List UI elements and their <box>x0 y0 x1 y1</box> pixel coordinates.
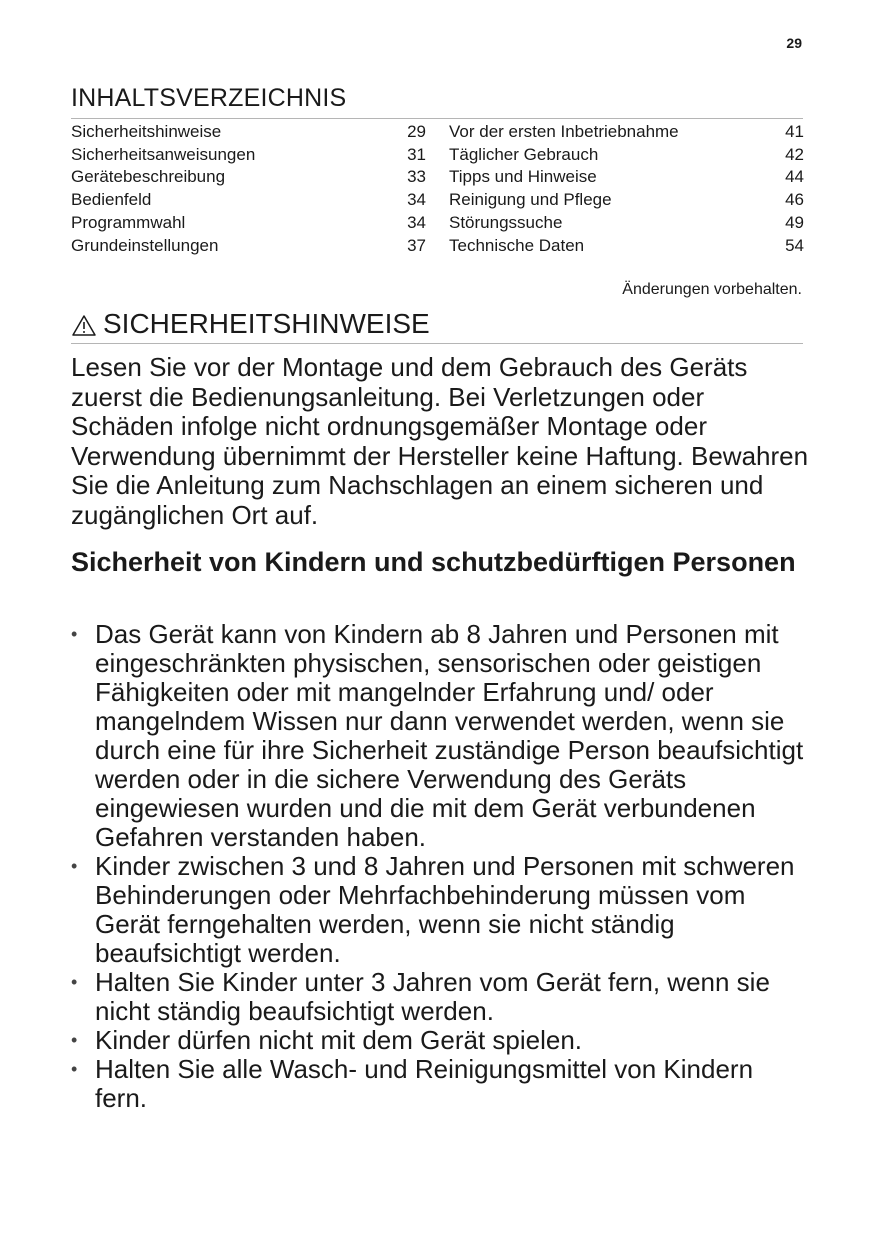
toc-entry[interactable] <box>449 235 804 258</box>
toc-entry-page: 44 <box>785 167 804 187</box>
toc-entry-label: Programmwahl <box>71 212 186 232</box>
list-item-text: Kinder zwischen 3 und 8 Jahren und Personen mit schweren Behinderungen oder Mehrfachbehinderung müssen vom Gerät ferngehalten werden, wenn sie nicht ständig beaufsichtigt werden. <box>95 851 795 968</box>
toc-column-left <box>71 121 426 257</box>
list-item-text: Halten Sie alle Wasch- und Reinigungsmittel von Kindern fern. <box>95 1054 754 1113</box>
toc-entry-page: 34 <box>407 190 426 210</box>
toc-entry[interactable] <box>71 144 426 167</box>
bullet-marker: • <box>71 1030 78 1050</box>
toc-entry-page: 33 <box>407 167 426 187</box>
bullet-list <box>71 620 811 1113</box>
toc-entry[interactable] <box>71 189 426 212</box>
toc-entry[interactable] <box>71 212 426 235</box>
toc-entry[interactable] <box>449 121 804 144</box>
toc-entry[interactable] <box>449 166 804 189</box>
toc-entry-page: 42 <box>785 144 804 164</box>
section-divider <box>71 343 803 344</box>
toc-entry-label: Störungssuche <box>449 212 563 232</box>
toc-column-right <box>449 121 804 257</box>
bullet-marker: • <box>71 972 78 992</box>
toc-entry[interactable] <box>71 166 426 189</box>
toc-entry[interactable] <box>71 121 426 144</box>
toc-entry-page: 37 <box>407 235 426 255</box>
toc-entry-page: 29 <box>407 122 426 141</box>
toc-entry-page: 49 <box>785 212 804 232</box>
toc-title: INHALTSVERZEICHNIS <box>71 84 347 112</box>
toc-entry[interactable] <box>449 144 804 167</box>
list-item <box>71 968 811 1026</box>
toc-entry-label: Bedienfeld <box>71 190 152 210</box>
toc-entry-label: Täglicher Gebrauch <box>449 144 599 164</box>
list-item-text: Kinder dürfen nicht mit dem Gerät spielen. <box>95 1025 583 1055</box>
toc-entry-page: 54 <box>785 235 804 255</box>
toc-divider <box>71 118 803 119</box>
toc-entry-page: 31 <box>407 144 426 164</box>
section-title: SICHERHEITSHINWEISE <box>103 308 430 339</box>
list-item <box>71 1055 811 1113</box>
toc-entry-label: Gerätebeschreibung <box>71 167 226 187</box>
toc-entry-page: 41 <box>785 122 804 141</box>
changes-note: Änderungen vorbehalten. <box>622 281 802 298</box>
toc-entry-label: Grundeinstellungen <box>71 235 219 255</box>
subsection-heading: Sicherheit von Kindern und schutzbedürftigen Personen <box>71 547 796 577</box>
bullet-marker: • <box>71 1059 78 1079</box>
toc-entry-page: 34 <box>407 212 426 232</box>
list-item <box>71 620 811 852</box>
toc-entry-label: Sicherheitshinweise <box>71 122 222 141</box>
list-item-text: Halten Sie Kinder unter 3 Jahren vom Gerät fern, wenn sie nicht ständig beaufsichtigt werden. <box>95 967 770 1026</box>
toc-entry-label: Tipps und Hinweise <box>449 167 597 187</box>
bullet-marker: • <box>71 856 78 876</box>
list-item <box>71 852 811 968</box>
section-heading <box>71 308 430 340</box>
toc-entry-label: Technische Daten <box>449 235 585 255</box>
bullet-marker: • <box>71 624 78 644</box>
warning-triangle-icon <box>71 312 97 336</box>
list-item <box>71 1026 811 1055</box>
toc-entry[interactable] <box>449 189 804 212</box>
toc-entry-page: 46 <box>785 190 804 210</box>
toc-entry-label: Sicherheitsanweisungen <box>71 144 256 164</box>
list-item-text: Das Gerät kann von Kindern ab 8 Jahren und Personen mit eingeschränkten physischen, sensorischen oder geistigen Fähigkeiten oder mit mangelnder Erfahrung und/ oder mangelndem Wissen nur dann verwendet werden, wenn sie durch eine für ihre Sicherheit zuständige Person beaufsichtigt werden oder in die sichere Verwendung des Geräts eingewiesen wurden und die mit dem Gerät verbundenen Gefahren verstanden haben. <box>95 619 804 852</box>
toc-entry[interactable] <box>449 212 804 235</box>
toc-entry-label: Vor der ersten Inbetriebnahme <box>449 122 679 141</box>
toc-entry[interactable] <box>71 235 426 258</box>
page-number: 29 <box>786 35 802 51</box>
toc-entry-label: Reinigung und Pflege <box>449 190 612 210</box>
intro-paragraph: Lesen Sie vor der Montage und dem Gebrauch des Geräts zuerst die Bedienungsanleitung. Bei Verletzungen oder Schäden infolge nicht ordnungsgemäßer Montage oder Verwendung übernimmt der Hersteller keine Haftung. Bewahren Sie die Anleitung zum Nachschlagen an einem sicheren und zugänglichen Ort auf. <box>71 352 809 530</box>
